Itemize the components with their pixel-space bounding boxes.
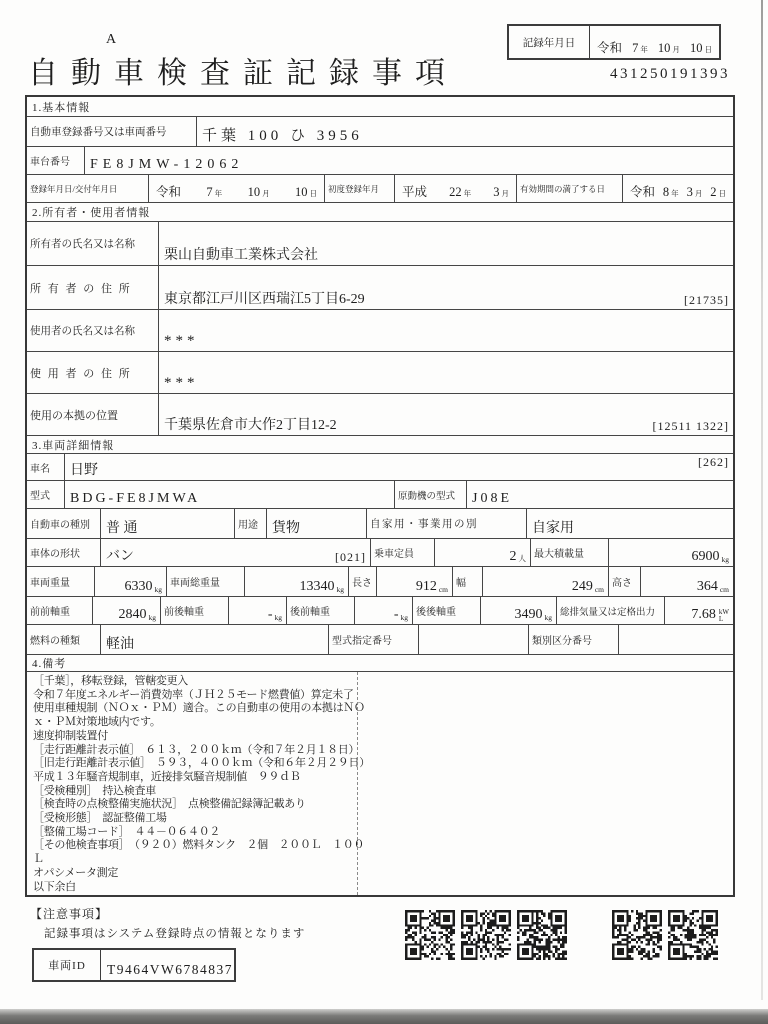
base-location-text: 千葉県佐倉市大作2丁目12-2 [164,418,337,433]
base-location-row [27,394,733,436]
type-designation-value [419,625,529,654]
weight-dimensions-row [27,567,733,597]
front-rear-axle-value: - kg [229,597,287,624]
plate-number-label: 自動車登録番号又は車両番号 [27,117,197,146]
car-name-row [27,454,733,481]
remarks-line: ［その他検査事項］ （９２０）燃料タンク ２個 ２００Ｌ １００ [33,839,365,852]
kind-use-row [27,509,733,539]
car-name-label: 車名 [27,454,65,480]
remarks-divider [357,672,358,895]
remarks-line: ［整備工場コード］ ４４－０６４０２ [33,825,221,838]
first-registration-value: 平成 22 年 3 月 [395,175,517,202]
remarks-line: ［千葉］，移転登録，管轄変更入 [33,675,188,687]
dates-row [27,175,733,203]
remarks-line: ［旧走行距離計表示値］ ５９３，４００ｋｍ（令和６年２月２９日） [33,757,370,770]
front-front-axle-label: 前前軸重 [27,597,93,624]
owner-address-value [159,266,733,309]
model-row [27,481,733,509]
fuel-type-value: 軽油 [101,625,329,654]
plate-number-row [27,117,733,147]
record-date-year: 7 年 [632,41,648,55]
front-front-axle-value: 2840 kg [93,597,161,624]
capacity-label: 乗車定員 [371,539,435,566]
section-vehicle-header: 3.車両詳細情報 [27,436,733,454]
page-title: 自動車検査証記録事項 [28,57,458,90]
notice-text: 記録事項はシステム登録時点の情報となります [44,928,306,940]
owner-address-code: [21735] [684,293,729,307]
private-business-label: 自家用・事業用の別 [367,509,527,538]
base-location-code: [12511 1322] [652,419,729,433]
user-name-label: 使用者の氏名又は名称 [27,310,159,351]
qr-code-2 [461,910,511,960]
owner-name-value: 栗山自動車工業株式会社 [164,248,318,263]
rear-rear-axle-value: 3490 kg [481,597,557,624]
certificate-table [25,95,735,897]
first-reg-era: 平成 [402,185,428,199]
vehicle-id-label: 車両ID [34,950,101,980]
qr-code-1 [405,910,455,960]
qr-code-4 [612,910,662,960]
body-shape-label: 車体の形状 [27,539,101,566]
chassis-number-label: 車台番号 [27,147,85,174]
length-value: 912 cm [377,567,453,596]
remarks-line: ［検査時の点検整備実施状況］ 点検整備記録簿記載あり [33,798,306,811]
record-date-label: 記録年月日 [509,26,590,58]
body-shape-code: [021] [335,550,366,564]
car-name-code: [262] [698,455,729,469]
section-owner-header: 2.所有者・使用者情報 [27,203,733,222]
first-registration-label: 初度登録年月 [325,175,395,202]
vehicle-kind-label: 自動車の種別 [27,509,101,538]
reg-date-era: 令和 [156,185,182,199]
fuel-type-label: 燃料の種類 [27,625,101,654]
width-value: 249 cm [483,567,609,596]
remarks-line: 速度抑制装置付 [33,729,108,742]
vehicle-id-value: T9464VW6784837 [107,962,233,977]
qr-code-3 [517,910,567,960]
width-label: 幅 [453,567,483,596]
user-name-value: *** [164,333,199,349]
remarks-body [27,672,733,895]
classification-number-value [619,625,733,654]
notice-title: 【注意事項】 [30,907,109,921]
base-location-value [159,394,733,435]
day-suffix: 日 [704,44,712,54]
private-business-value: 自家用 [532,521,574,536]
year-suffix: 年 [640,44,648,54]
fuel-row [27,625,733,655]
remarks-line: 令和７年度エネルギー消費効率（ＪＨ２５モード燃費値）算定未了 [33,688,354,701]
owner-address-text: 東京都江戸川区西瑞江5丁目6-29 [164,292,365,307]
engine-model-label: 原動機の型式 [395,481,467,508]
user-address-value: *** [164,375,199,391]
front-rear-axle-label: 前後軸重 [161,597,229,624]
corner-mark: A [106,32,118,47]
user-address-row [27,352,733,394]
expiry-date-value: 令和 8 年 3 月 2 日 [623,175,733,202]
remarks-line: Ｌ [33,853,44,866]
scan-bottom-artifact [0,1009,768,1024]
kw-l-units: kW L [718,608,729,623]
body-shape-row [27,539,733,567]
rear-front-axle-label: 後前軸重 [287,597,355,624]
owner-address-row [27,266,733,310]
owner-name-label: 所有者の氏名又は名称 [27,222,159,265]
expiry-date-label: 有効期間の満了する日 [517,175,623,202]
person-suffix: 人 [518,553,526,563]
user-name-row [27,310,733,352]
chassis-number-value: FE8JMW-12062 [90,157,244,172]
chassis-number-row [27,147,733,175]
car-name-text: 日野 [70,463,98,478]
vehicle-id-box [32,948,236,982]
displacement-label: 総排気量又は定格出力 [557,597,665,624]
use-label: 用途 [235,509,267,538]
remarks-line: オパシメータ測定 [33,866,119,879]
remarks-line: 以下余白 [33,880,76,893]
section-remarks-header: 4.備考 [27,655,733,672]
expiry-era: 令和 [630,185,656,199]
section-basic-header: 1.基本情報 [27,97,733,117]
record-date-month: 10 月 [657,41,680,55]
engine-model-value: J08E [472,491,512,506]
axle-weight-row [27,597,733,625]
vehicle-kind-value: 普 通 [101,509,235,538]
rear-front-axle-value: - kg [355,597,413,624]
model-value: BDG-FE8JMWA [65,481,395,508]
registration-date-label: 登録年月日/交付年月日 [27,175,149,202]
record-date-value [590,26,719,58]
qr-code-5 [668,910,718,960]
remarks-line: 使用車種規制（ＮＯｘ・ＰＭ）適合。この自動車の使用の本拠はＮＯ [33,702,365,715]
scan-edge-artifact [761,0,763,1000]
base-location-label: 使用の本拠の位置 [27,394,159,435]
type-designation-label: 型式指定番号 [329,625,419,654]
record-date-day: 10 日 [690,41,712,55]
remarks-line: ［走行距離計表示値］ ６１３，２００ｋｍ（令和７年２月１８日） [33,743,360,756]
month-suffix: 月 [672,44,680,54]
use-value: 貨物 [267,509,367,538]
document-number: 431250191393 [610,66,730,82]
user-address-label: 使 用 者 の 住 所 [27,352,159,393]
remarks-line: ［受検種別］ 持込検査車 [33,784,156,797]
displacement-value: 7.68 kW L [691,607,729,623]
payload-label: 最大積載量 [531,539,609,566]
registration-date-value: 令和 7 年 10 月 10 日 [149,175,325,202]
record-date-era: 令和 [597,41,623,55]
remarks-line: ［受検形態］ 認証整備工場 [33,812,167,825]
vehicle-weight-value: 6330 kg [95,567,167,596]
record-date-box [507,24,721,60]
capacity-value: 2 人 [435,539,531,566]
classification-number-label: 類別区分番号 [529,625,619,654]
remarks-line: 平成１３年騒音規制車，近接排気騒音規制値 ９９ｄＢ [33,770,301,783]
payload-value: 6900 kg [691,549,729,564]
body-shape-value [101,539,371,566]
height-label: 高さ [609,567,641,596]
gross-weight-label: 車両総重量 [167,567,245,596]
plate-number-value: 千葉 100 ひ 3956 [202,128,363,144]
remarks-line: ｘ・ＰＭ対策地域内です。 [33,716,161,729]
vehicle-weight-label: 車両重量 [27,567,95,596]
length-label: 長さ [349,567,377,596]
height-value: 364 cm [696,579,729,594]
body-shape-text: バン [106,549,134,564]
owner-address-label: 所 有 者 の 住 所 [27,266,159,309]
rear-rear-axle-label: 後後軸重 [413,597,481,624]
gross-weight-value: 13340 kg [245,567,349,596]
model-label: 型式 [27,481,65,508]
car-name-value [65,454,733,480]
owner-name-row [27,222,733,266]
